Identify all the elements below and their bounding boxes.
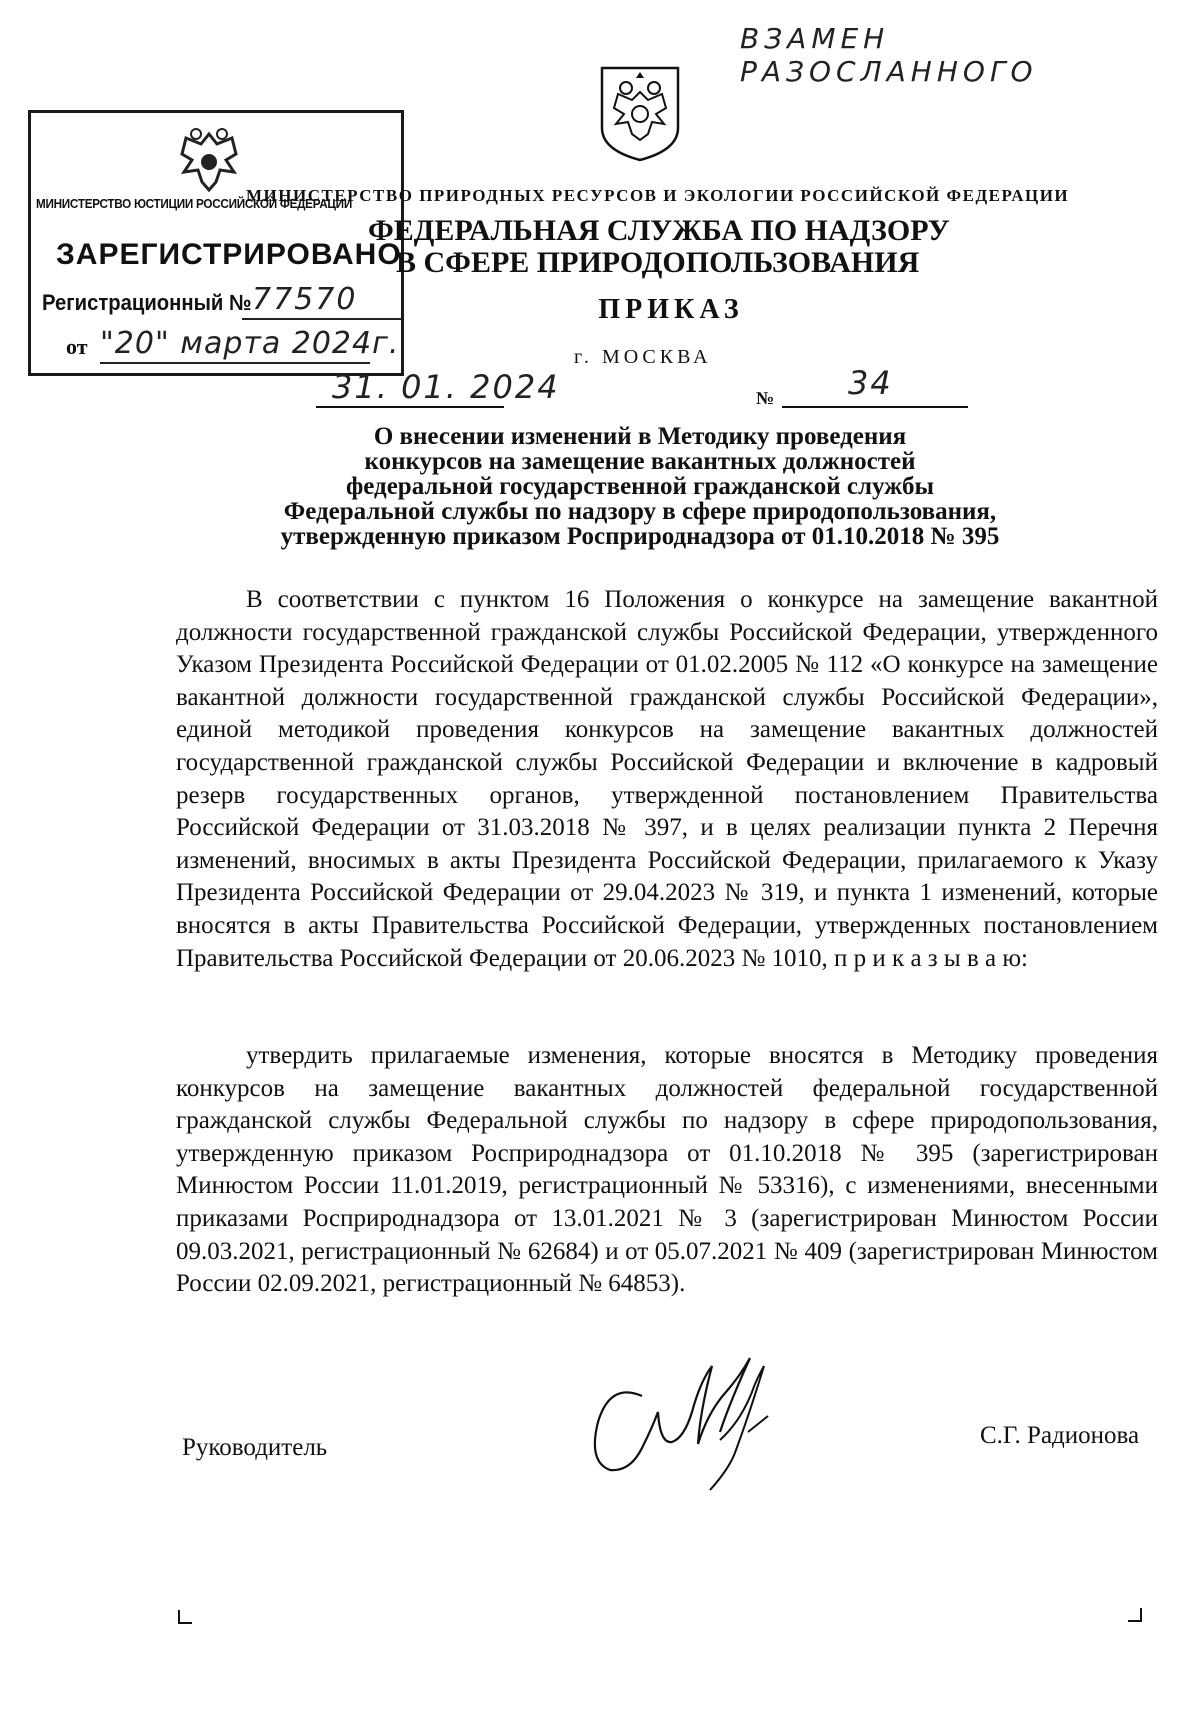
- stamp-ministry-name: МИНИСТЕРСТВО ЮСТИЦИИ РОССИЙСКОЙ ФЕДЕРАЦИИ: [36, 196, 352, 211]
- order-date: 31. 01. 2024: [332, 368, 560, 406]
- stamp-reg-number: 77570: [252, 282, 358, 317]
- order-subject: [220, 424, 1060, 549]
- signer-role: Руководитель: [182, 1434, 328, 1461]
- service-name-line1: ФЕДЕРАЛЬНАЯ СЛУЖБА ПО НАДЗОРУ: [368, 214, 950, 247]
- subject-line: федеральной государственной гражданской службы: [345, 473, 934, 500]
- body-paragraph-1: В соответствии с пунктом 16 Положения о конкурсе на замещение вакантной должности государственной гражданской службы Российской Федерации, утвержденного Указом Президента Российской Федерации от 01.02.2005 № 112 «О конкурсе на замещение вакантной должности государственной гражданской службы Российской Федерации», единой методикой проведения конкурсов на замещение вакантных должностей государственной гражданской службы Российской Федерации и включение в кадровый резерв государственных органов, утвержденной постановлением Правительства Российской Федерации от 31.03.2018 № 397, и в целях реализации пункта 2 Перечня изменений, вносимых в акты Президента Российской Федерации, прилагаемого к Указу Президента Российской Федерации от 29.04.2023 № 319, и пункта 1 изменений, которые вносятся в акты Правительства Российской Федерации, утвержденных постановлением Правительства Российской Федерации от 20.06.2023 № 1010, п р и к а з ы в а ю:: [176, 586, 1158, 972]
- order-number: 34: [848, 364, 893, 402]
- order-number-label: №: [756, 388, 775, 408]
- body-paragraph-2: утвердить прилагаемые изменения, которые вносятся в Методику проведения конкурсов на замещение вакантных должностей федеральной государственной гражданской службы Федеральной службы по надзору в сфере природопользования, утвержденную приказом Росприроднадзора от 01.10.2018 № 395 (зарегистрирован Минюстом России 11.01.2019, регистрационный № 53316), с изменениями, внесенными приказами Росприроднадзора от 13.01.2021 № 3 (зарегистрирован Минюстом России 09.03.2021, регистрационный № 62684) и от 05.07.2021 № 409 (зарегистрирован Минюстом России 02.09.2021, регистрационный № 64853).: [176, 1042, 1158, 1298]
- handwritten-note: ВЗАМЕН РАЗОСЛАННОГО: [740, 22, 1038, 88]
- order-number-line: [782, 406, 968, 408]
- subject-line: утвержденную приказом Росприроднадзора от 01.10.2018 № 395: [280, 523, 1000, 550]
- subject-line: О внесении изменений в Методику проведения: [373, 423, 907, 450]
- stamp-date: "20" марта 2024г.: [100, 326, 400, 361]
- coat-of-arms-emblem: [596, 64, 684, 164]
- handwritten-signature: [580, 1352, 800, 1502]
- corner-mark-right: [1128, 1608, 1142, 1622]
- ministry-name: МИНИСТЕРСТВО ПРИРОДНЫХ РЕСУРСОВ И ЭКОЛОГИИ РОССИЙСКОЙ ФЕДЕРАЦИИ: [246, 186, 1070, 205]
- stamp-date-prefix: от: [66, 334, 88, 359]
- stamp-date-line: [100, 362, 370, 364]
- corner-mark-left: [178, 1610, 192, 1624]
- stamp-status: ЗАРЕГИСТРИРОВАНО: [56, 238, 402, 271]
- service-name-line2: В СФЕРЕ ПРИРОДОПОЛЬЗОВАНИЯ: [396, 246, 920, 279]
- stamp-emblem-icon: [170, 124, 248, 202]
- subject-line: конкурсов на замещение вакантных должностей: [364, 448, 916, 475]
- stamp-reg-number-label: Регистрационный №: [42, 290, 252, 315]
- city: г. МОСКВА: [574, 346, 712, 368]
- document-type: ПРИКАЗ: [598, 294, 744, 325]
- order-date-line: [316, 406, 504, 408]
- subject-line: Федеральной службы по надзору в сфере природопользования,: [283, 498, 997, 525]
- signer-name: С.Г. Радионова: [980, 1422, 1140, 1449]
